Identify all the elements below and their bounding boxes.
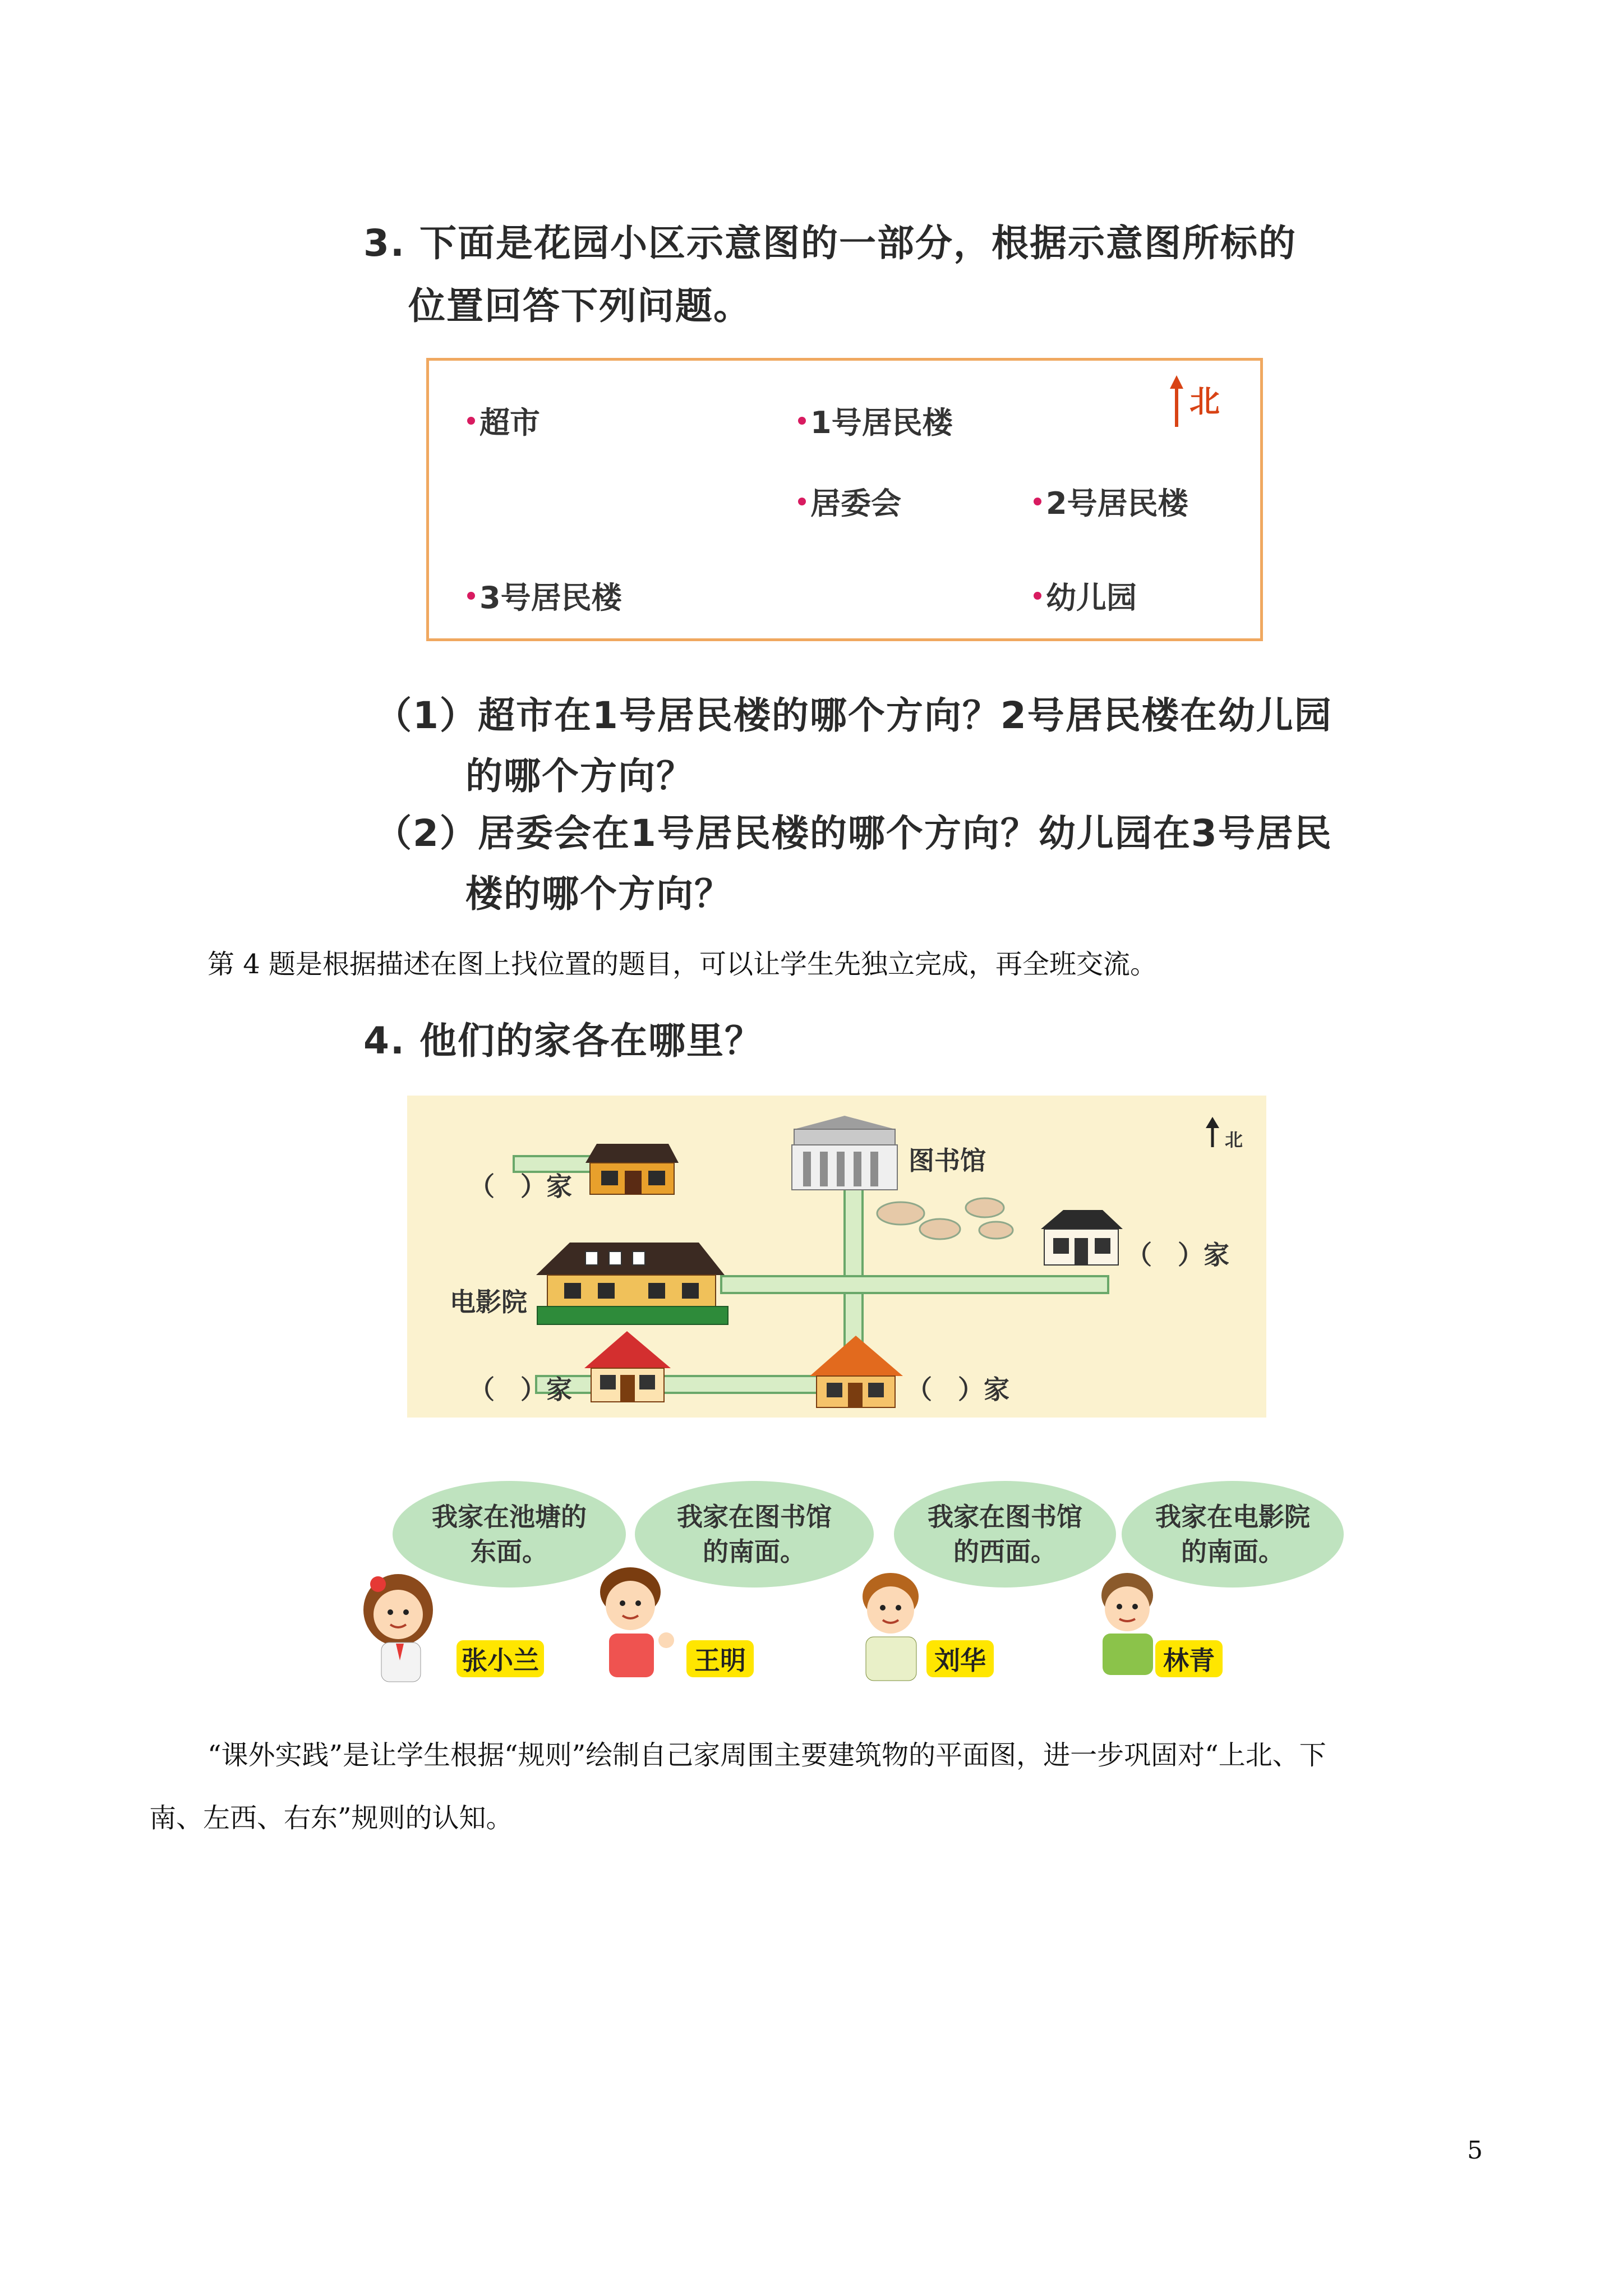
place-supermarket: 超市 <box>467 399 540 442</box>
q3-title-line2: 位置回答下列问题。 <box>408 284 751 328</box>
name-tag: 王明 <box>686 1640 754 1677</box>
dot-icon <box>1034 592 1041 600</box>
north-label: 北 <box>1189 384 1220 419</box>
q4-title: 4. 他们的家各在哪里？ <box>363 1019 763 1062</box>
dot-icon <box>798 417 806 425</box>
dot-icon <box>1034 498 1041 505</box>
name-tag: 张小兰 <box>457 1640 544 1677</box>
blank-home-east: （ ）家 <box>1126 1240 1229 1270</box>
q3-title-line1: 3. 下面是花园小区示意图的一部分，根据示意图所标的 <box>363 222 1297 265</box>
q3-sub1-line2: 的哪个方向？ <box>465 754 694 798</box>
blank-home-northwest: （ ）家 <box>469 1171 572 1202</box>
house-east-icon <box>1041 1210 1123 1265</box>
place-kindergarten: 幼儿园 <box>1034 574 1137 617</box>
road-south <box>536 1376 850 1393</box>
place-building1: 1号居民楼 <box>798 399 953 442</box>
teacher-note-2-line2: 南、左西、右东”规则的认知。 <box>149 1802 513 1834</box>
blank-home-southcenter: （ ）家 <box>906 1374 1009 1405</box>
girl-avatar-icon <box>342 1571 454 1683</box>
boy-avatar-icon <box>843 1565 939 1683</box>
dot-icon <box>467 592 475 600</box>
page-number: 5 <box>1467 2136 1483 2165</box>
library-label: 图书馆 <box>909 1145 986 1176</box>
cinema-label: 电影院 <box>450 1287 527 1317</box>
blank-home-southwest: （ ）家 <box>469 1374 572 1405</box>
speech-bubble: 我家在图书馆的西面。 <box>894 1481 1116 1588</box>
q4-north-label: 北 <box>1225 1129 1243 1151</box>
house-southwest-icon <box>584 1331 671 1402</box>
speech-bubble: 我家在图书馆的南面。 <box>635 1481 874 1588</box>
place-committee: 居委会 <box>798 480 901 523</box>
teacher-note-1: 第 4 题是根据描述在图上找位置的题目，可以让学生先独立完成，再全班交流。 <box>208 949 1158 980</box>
dot-icon <box>798 498 806 505</box>
q3-map-box <box>426 358 1263 641</box>
place-building3: 3号居民楼 <box>467 574 622 617</box>
q3-sub2-line1: （2）居委会在1号居民楼的哪个方向？幼儿园在3号居民 <box>375 812 1332 855</box>
place-building2: 2号居民楼 <box>1034 480 1188 523</box>
speech-bubble: 我家在池塘的东面。 <box>393 1481 626 1588</box>
pond-icon <box>877 1198 1013 1239</box>
boy-avatar-icon <box>583 1562 679 1680</box>
speech-bubble: 我家在电影院的南面。 <box>1122 1481 1344 1588</box>
teacher-note-2-line1: “课外实践”是让学生根据“规则”绘制自己家周围主要建筑物的平面图，进一步巩固对“上北、下 <box>208 1740 1326 1771</box>
house-northwest-icon <box>585 1144 679 1194</box>
q3-sub2-line2: 楼的哪个方向？ <box>465 872 732 915</box>
north-arrow-icon <box>1206 1117 1219 1147</box>
q4-map <box>407 1096 1266 1418</box>
dot-icon <box>467 417 475 425</box>
north-arrow-icon <box>1168 374 1185 428</box>
cinema-building-icon <box>536 1243 728 1324</box>
name-tag: 林青 <box>1155 1640 1223 1677</box>
name-tag: 刘华 <box>926 1640 994 1677</box>
q3-sub1-line1: （1）超市在1号居民楼的哪个方向？2号居民楼在幼儿园 <box>375 694 1332 737</box>
road-middle <box>721 1276 1108 1293</box>
library-building-icon <box>792 1116 897 1190</box>
house-southcenter-icon <box>810 1336 903 1407</box>
